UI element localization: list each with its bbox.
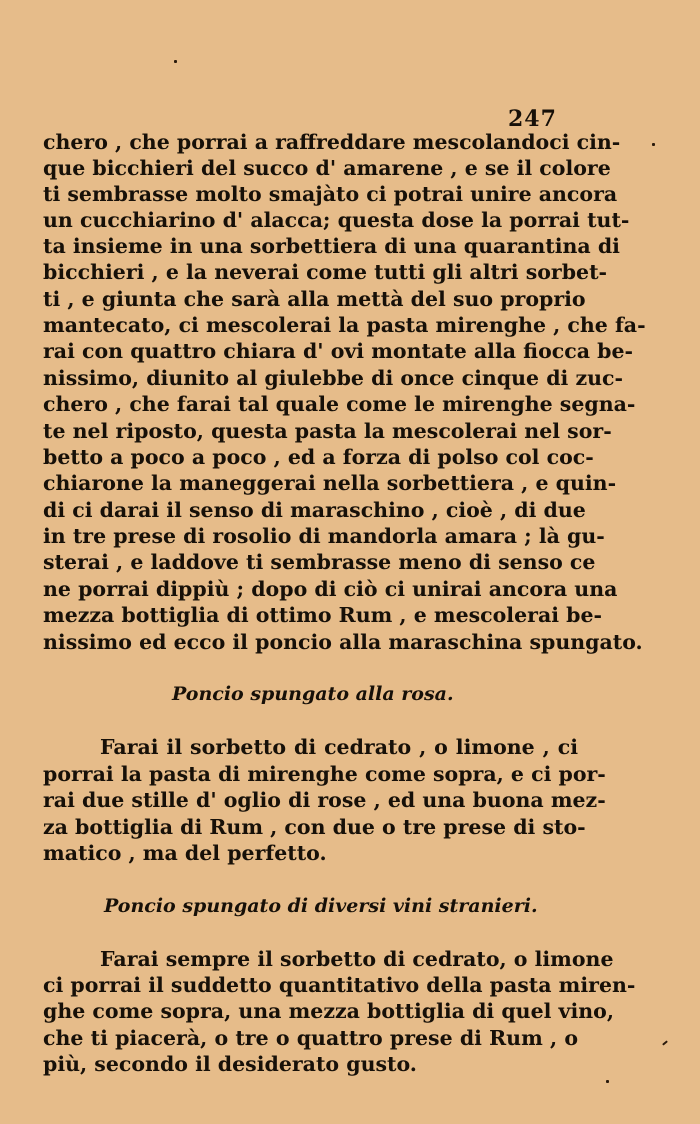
text-line: che ti piacerà, o tre o quattro prese di Rum , o bbox=[43, 1026, 578, 1050]
text-line: ghe come sopra, una mezza bottiglia di quel vino, bbox=[43, 999, 614, 1023]
recipe-heading-foreign-wines: Poncio spungato di diversi vini stranieri. bbox=[104, 895, 538, 917]
paper-speck bbox=[606, 1080, 609, 1083]
text-line: rai con quattro chiara d' ovi montate alla fiocca be- bbox=[43, 339, 634, 363]
paper-speck bbox=[662, 1040, 668, 1045]
text-line: porrai la pasta di mirenghe come sopra, e ci por- bbox=[43, 762, 606, 786]
text-line: ta insieme in una sorbettiera di una quarantina di bbox=[43, 234, 620, 258]
text-line: que bicchieri del succo d' amarene , e se il colore bbox=[43, 156, 611, 180]
text-line: ne porrai dippiù ; dopo di ciò ci unirai ancora una bbox=[43, 577, 618, 601]
text-line: più, secondo il desiderato gusto. bbox=[43, 1052, 417, 1076]
text-line: betto a poco a poco , ed a forza di polso col coc- bbox=[43, 445, 594, 469]
text-line: di ci darai il senso di maraschino , cioè , di due bbox=[43, 498, 586, 522]
text-line: mantecato, ci mescolerai la pasta mirenghe , che fa- bbox=[43, 313, 646, 337]
paper-speck bbox=[652, 143, 655, 146]
paper-speck bbox=[174, 60, 177, 63]
text-line: te nel riposto, questa pasta la mescolerai nel sor- bbox=[43, 419, 612, 443]
text-line: sterai , e laddove ti sembrasse meno di senso ce bbox=[43, 550, 596, 574]
text-line: chiarone la maneggerai nella sorbettiera , e quin- bbox=[43, 471, 617, 495]
text-line: in tre prese di rosolio di mandorla amara ; là gu- bbox=[43, 524, 605, 548]
text-line: Farai il sorbetto di cedrato , o limone , ci bbox=[100, 735, 578, 759]
text-line: za bottiglia di Rum , con due o tre prese di sto- bbox=[43, 815, 586, 839]
text-line: matico , ma del perfetto. bbox=[43, 841, 327, 865]
text-line: ci porrai il suddetto quantitativo della pasta miren- bbox=[43, 973, 636, 997]
text-line: chero , che porrai a raffreddare mescolandoci cin- bbox=[43, 130, 621, 154]
text-line: Farai sempre il sorbetto di cedrato, o limone bbox=[100, 947, 614, 971]
text-line: nissimo ed ecco il poncio alla maraschina spungato. bbox=[43, 630, 643, 654]
text-line: chero , che farai tal quale come le mirenghe segna- bbox=[43, 392, 636, 416]
recipe-heading-rose: Poncio spungato alla rosa. bbox=[172, 683, 454, 705]
text-line: nissimo, diunito al giulebbe di once cinque di zuc- bbox=[43, 366, 623, 390]
page-number: 247 bbox=[508, 106, 557, 132]
text-line: un cucchiarino d' alacca; questa dose la porrai tut- bbox=[43, 208, 630, 232]
text-line: ti sembrasse molto smajàto ci potrai unire ancora bbox=[43, 182, 618, 206]
text-line: ti , e giunta che sarà alla mettà del suo proprio bbox=[43, 287, 586, 311]
text-line: bicchieri , e la neverai come tutti gli altri sorbet- bbox=[43, 260, 608, 284]
text-line: mezza bottiglia di ottimo Rum , e mescolerai be- bbox=[43, 603, 603, 627]
text-line: rai due stille d' oglio di rose , ed una buona mez- bbox=[43, 788, 606, 812]
